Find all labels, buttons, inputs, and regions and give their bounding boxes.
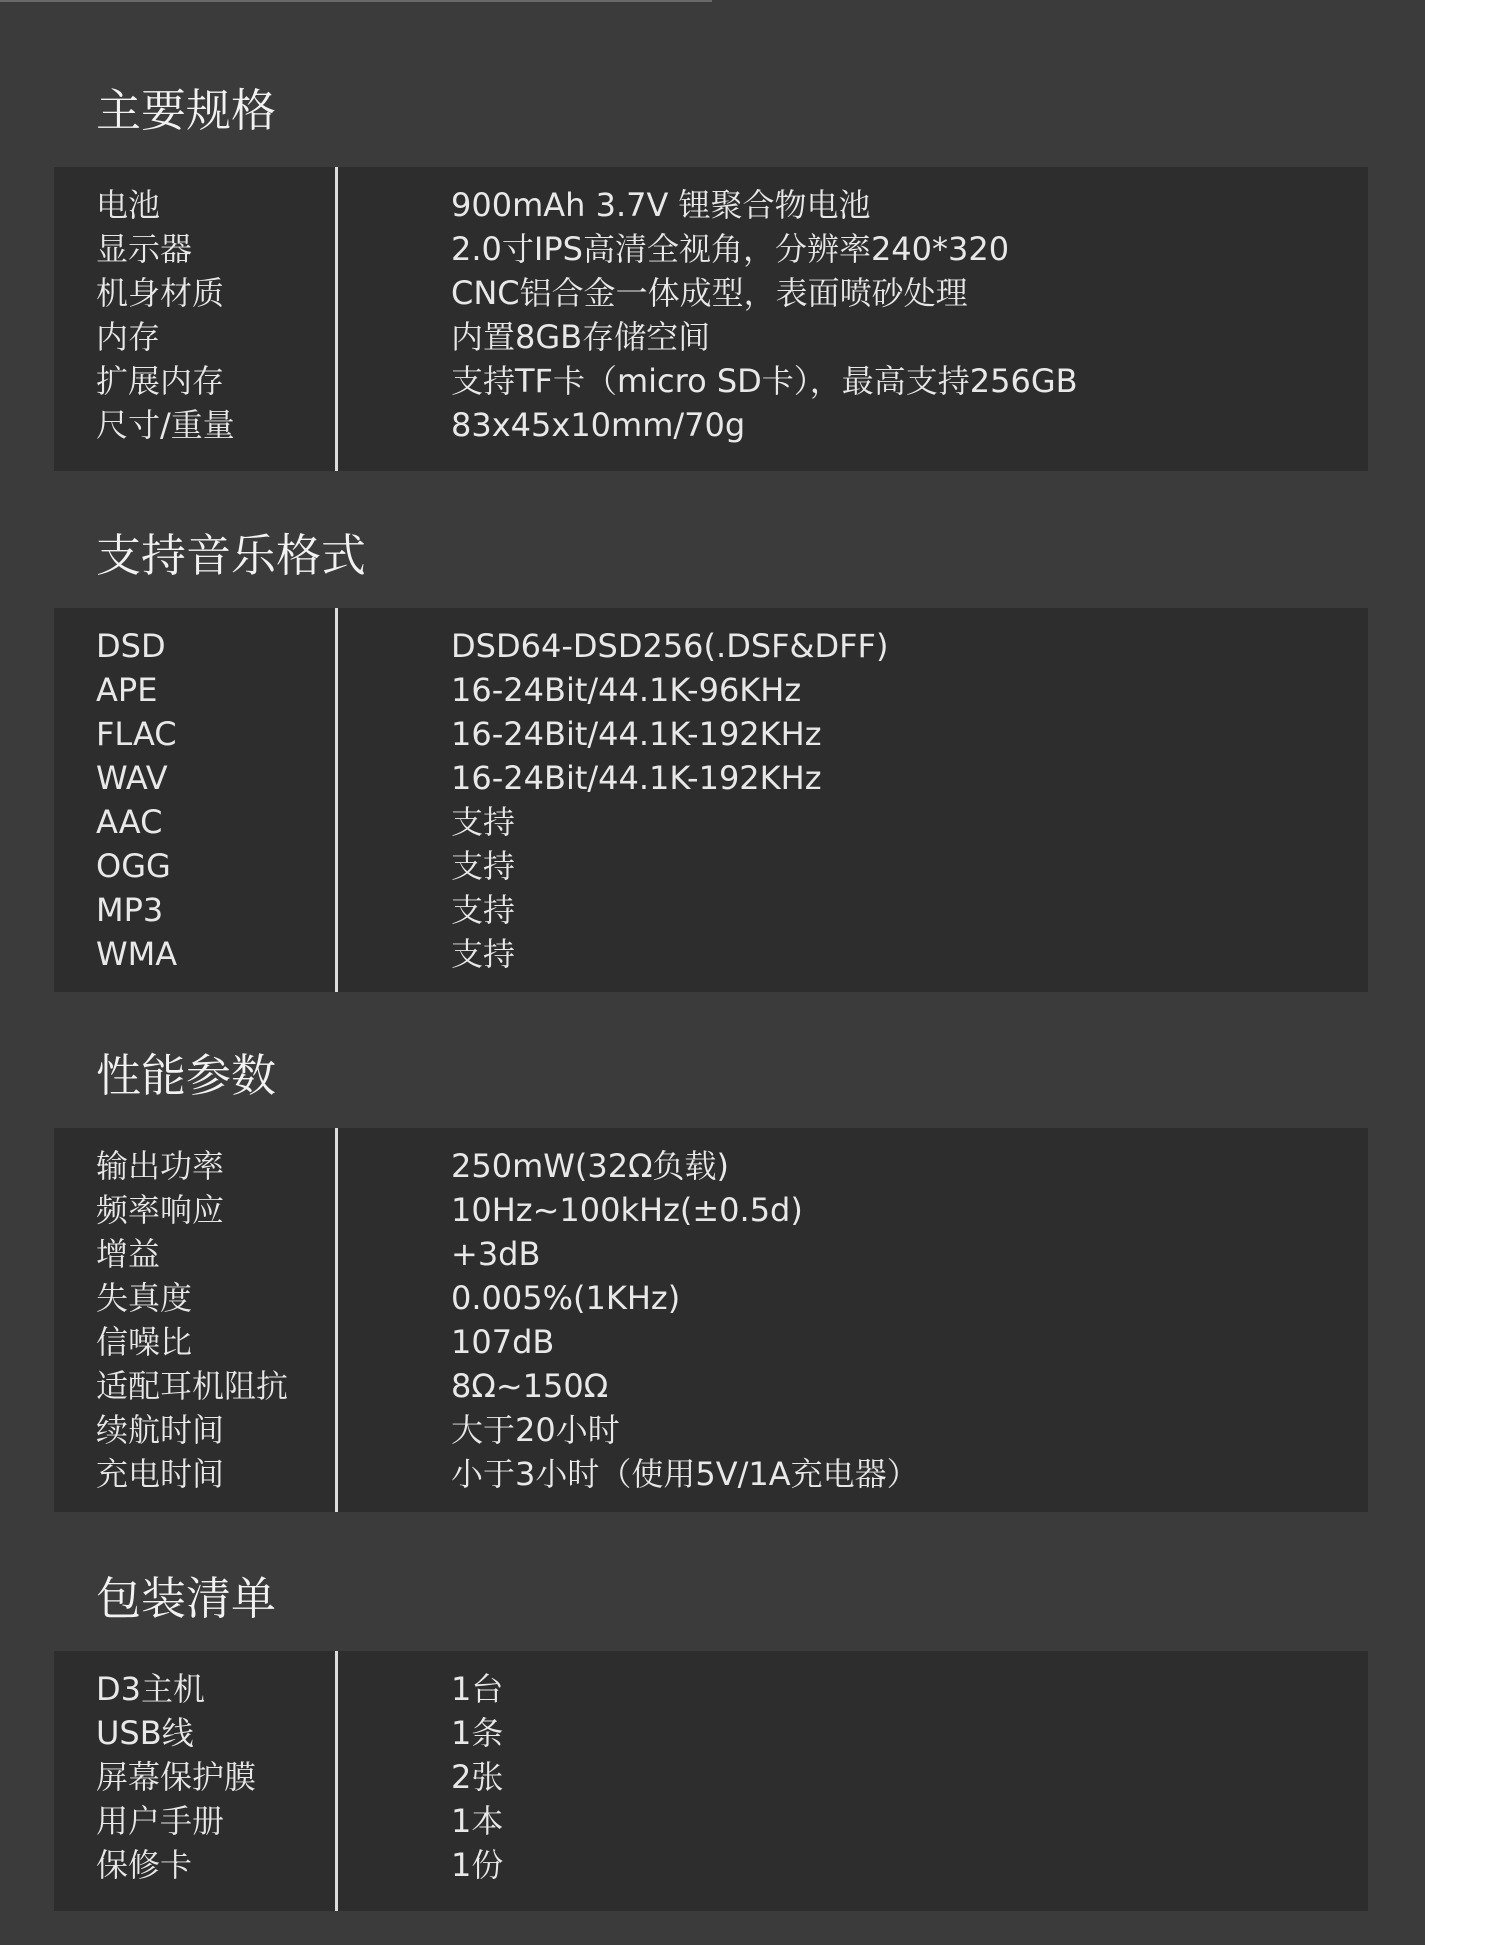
spec-label: 内存	[96, 318, 161, 356]
spec-value: 2张	[451, 1758, 504, 1796]
spec-label: 用户手册	[96, 1802, 225, 1840]
spec-value: 2.0寸IPS高清全视角，分辨率240*320	[451, 230, 1010, 268]
spec-value: 小于3小时（使用5V/1A充电器）	[451, 1455, 919, 1493]
spec-label: OGG	[96, 847, 171, 885]
spec-list	[54, 1144, 1368, 1496]
spec-value: 大于20小时	[451, 1411, 620, 1449]
spec-label: WMA	[96, 935, 178, 973]
section-title-music-formats: 支持音乐格式	[96, 529, 367, 582]
spec-label: AAC	[96, 803, 163, 841]
spec-value: DSD64-DSD256(.DSF&DFF)	[451, 627, 889, 665]
top-rule	[0, 0, 712, 2]
spec-label: 信噪比	[96, 1323, 193, 1361]
spec-value: 1本	[451, 1802, 504, 1840]
spec-label: 失真度	[96, 1279, 193, 1317]
spec-value: +3dB	[451, 1235, 541, 1273]
spec-value: 1份	[451, 1846, 504, 1884]
spec-label: D3主机	[96, 1670, 206, 1708]
spec-label: 充电时间	[96, 1455, 225, 1493]
spec-row	[54, 1320, 1368, 1364]
spec-label: MP3	[96, 891, 164, 929]
spec-row	[54, 1711, 1368, 1755]
spec-row	[54, 1667, 1368, 1711]
spec-row	[54, 800, 1368, 844]
section-title-package-contents: 包装清单	[96, 1572, 277, 1625]
spec-label: 屏幕保护膜	[96, 1758, 257, 1796]
spec-block-package-contents	[54, 1651, 1368, 1911]
section-title-performance: 性能参数	[96, 1049, 277, 1102]
spec-row	[54, 932, 1368, 976]
spec-value: 1台	[451, 1670, 504, 1708]
spec-list	[54, 1667, 1368, 1887]
spec-row	[54, 1364, 1368, 1408]
spec-value: 10Hz~100kHz(±0.5d)	[451, 1191, 803, 1229]
spec-label: FLAC	[96, 715, 177, 753]
spec-row	[54, 403, 1368, 447]
spec-value: CNC铝合金一体成型，表面喷砂处理	[451, 274, 968, 312]
section-title-main-specs: 主要规格	[96, 84, 277, 137]
spec-value: 16-24Bit/44.1K-192KHz	[451, 759, 822, 797]
spec-label: APE	[96, 671, 158, 709]
spec-label: 显示器	[96, 230, 193, 268]
spec-row	[54, 1755, 1368, 1799]
spec-block-music-formats	[54, 608, 1368, 992]
spec-row	[54, 888, 1368, 932]
spec-row	[54, 1276, 1368, 1320]
spec-row	[54, 1188, 1368, 1232]
spec-label: 频率响应	[96, 1191, 225, 1229]
spec-value: 250mW(32Ω负载)	[451, 1147, 730, 1185]
spec-value: 支持	[451, 847, 516, 885]
spec-label: 电池	[96, 186, 161, 224]
spec-value: 16-24Bit/44.1K-192KHz	[451, 715, 822, 753]
spec-label: 输出功率	[96, 1147, 225, 1185]
spec-label: WAV	[96, 759, 168, 797]
spec-value: 0.005%(1KHz)	[451, 1279, 681, 1317]
spec-row	[54, 315, 1368, 359]
spec-label: 增益	[96, 1235, 161, 1273]
spec-row	[54, 624, 1368, 668]
spec-label: 适配耳机阻抗	[96, 1367, 289, 1405]
spec-label: 机身材质	[96, 274, 225, 312]
spec-label: DSD	[96, 627, 166, 665]
spec-row	[54, 712, 1368, 756]
spec-label: 尺寸/重量	[96, 406, 235, 444]
spec-block-performance	[54, 1128, 1368, 1512]
spec-value: 8Ω~150Ω	[451, 1367, 609, 1405]
spec-row	[54, 359, 1368, 403]
spec-value: 107dB	[451, 1323, 555, 1361]
spec-row	[54, 1232, 1368, 1276]
spec-label: 续航时间	[96, 1411, 225, 1449]
spec-value: 内置8GB存储空间	[451, 318, 711, 356]
spec-value: 900mAh 3.7V 锂聚合物电池	[451, 186, 871, 224]
spec-block-main-specs	[54, 167, 1368, 471]
spec-list	[54, 624, 1368, 976]
spec-row	[54, 1408, 1368, 1452]
spec-row	[54, 1843, 1368, 1887]
spec-row	[54, 227, 1368, 271]
spec-value: 1条	[451, 1714, 504, 1752]
spec-row	[54, 1799, 1368, 1843]
spec-row	[54, 271, 1368, 315]
spec-row	[54, 183, 1368, 227]
spec-row	[54, 756, 1368, 800]
spec-list	[54, 183, 1368, 447]
spec-value: 支持	[451, 803, 516, 841]
spec-value: 支持	[451, 935, 516, 973]
spec-value: 83x45x10mm/70g	[451, 406, 746, 444]
spec-value: 支持	[451, 891, 516, 929]
spec-row	[54, 1144, 1368, 1188]
spec-row	[54, 1452, 1368, 1496]
spec-value: 支持TF卡（micro SD卡），最高支持256GB	[451, 362, 1078, 400]
spec-label: 保修卡	[96, 1846, 193, 1884]
spec-label: USB线	[96, 1714, 194, 1752]
spec-label: 扩展内存	[96, 362, 225, 400]
spec-row	[54, 668, 1368, 712]
spec-row	[54, 844, 1368, 888]
spec-value: 16-24Bit/44.1K-96KHz	[451, 671, 802, 709]
